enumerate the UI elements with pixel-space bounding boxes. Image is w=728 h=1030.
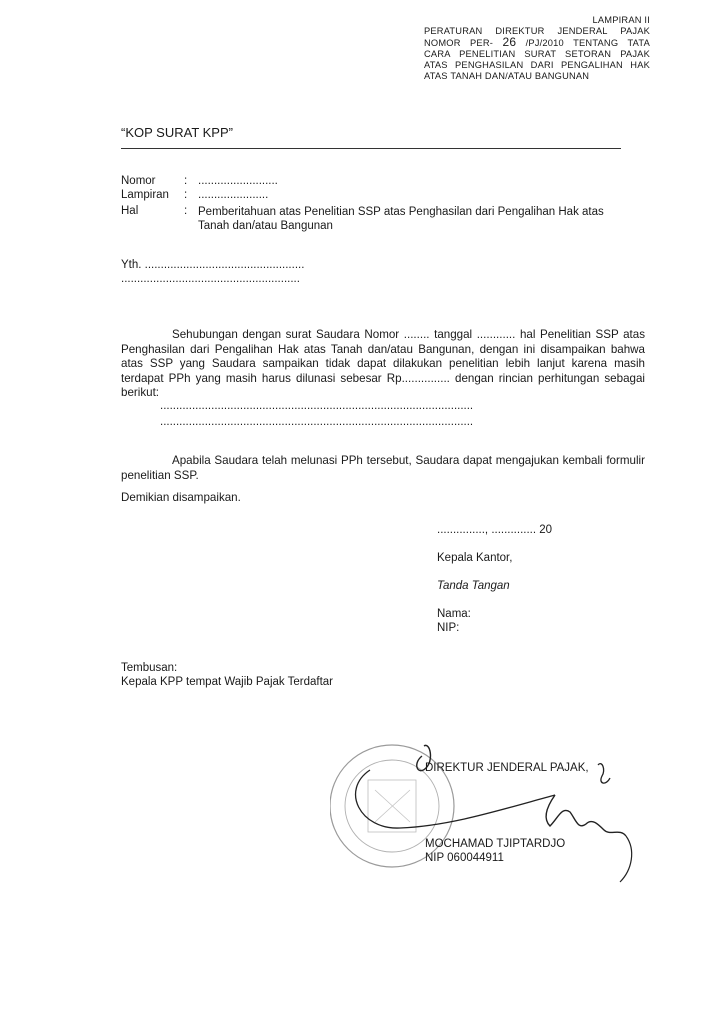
body-paragraph-1: Sehubungan dengan surat Saudara Nomor ........ tanggal ............ hal Penelitian SSP atas Penghasilan dari Pengalihan Hak atas Tanah dan/atau Bangunan, dengan ini disampaikan bahwa atas SSP yang Saudara sampaikan tidak dapat dilakukan penelitian lebih lanjut karena masih terdapat PPh yang masih harus dilunasi sebesar Rp............... dengan rincian perhitungan sebagai berikut: (121, 328, 645, 399)
header-line-4: CARA PENELITIAN SURAT SETORAN PAJAK (424, 49, 650, 59)
addressee-line-2: ........................................................ (121, 273, 300, 285)
hal-row (121, 205, 198, 217)
official-name: MOCHAMAD TJIPTARDJO (425, 838, 566, 850)
header-line-5: ATAS PENGHASILAN DARI PENGALIHAN HAK (424, 60, 650, 70)
lampiran-label: Lampiran (121, 189, 169, 201)
letterhead-placeholder: “KOP SURAT KPP” (121, 125, 233, 140)
signer-nip-label: NIP: (437, 622, 460, 634)
signer-name-label: Nama: (437, 608, 471, 620)
addressee-line-1: Yth. .................................................. (121, 259, 305, 271)
signer-title: Kepala Kantor, (437, 552, 513, 564)
signature-placeholder: Tanda Tangan (437, 580, 510, 592)
closing-paragraph: Demikian disampaikan. (121, 491, 241, 504)
header-line-2: PERATURAN DIREKTUR JENDERAL PAJAK (424, 26, 650, 36)
header-number: 26 (502, 35, 517, 49)
header-number-prefix: NOMOR PER- (424, 38, 494, 48)
nomor-value: ......................... (198, 175, 278, 187)
calculation-dots-2: .................................................................................................. (160, 416, 474, 428)
header-line-3 (424, 37, 650, 49)
regulation-header (424, 15, 650, 82)
hal-label: Hal (121, 205, 139, 217)
body-paragraph-2: Apabila Saudara telah melunasi PPh tersebut, Saudara dapat mengajukan kembali formulir penelitian SSP. (121, 454, 645, 482)
hal-value: Pemberitahuan atas Penelitian SSP atas Penghasilan dari Pengalihan Hak atas Tanah dan/atau Bangunan (198, 206, 604, 232)
lampiran-row (121, 189, 268, 201)
place-date: ..............., .............. 20 (437, 524, 553, 536)
official-nip: NIP 060044911 (425, 852, 504, 864)
official-title: DIREKTUR JENDERAL PAJAK, (425, 762, 589, 774)
header-line-1: LAMPIRAN II (592, 15, 650, 25)
nomor-label: Nomor (121, 175, 156, 187)
copy-to-item: Kepala KPP tempat Wajib Pajak Terdaftar (121, 676, 334, 688)
letterhead-divider (121, 148, 621, 149)
nomor-colon: : (184, 175, 188, 187)
lampiran-value: ...................... (198, 189, 269, 201)
hal-colon: : (184, 205, 188, 217)
lampiran-colon: : (184, 189, 188, 201)
copy-to-label: Tembusan: (121, 662, 178, 674)
calculation-dots-1: .................................................................................................. (160, 400, 474, 412)
nomor-row (121, 175, 278, 187)
header-line-6: ATAS TANAH DAN/ATAU BANGUNAN (424, 71, 590, 81)
header-number-suffix: /PJ/2010 TENTANG TATA (525, 38, 650, 48)
